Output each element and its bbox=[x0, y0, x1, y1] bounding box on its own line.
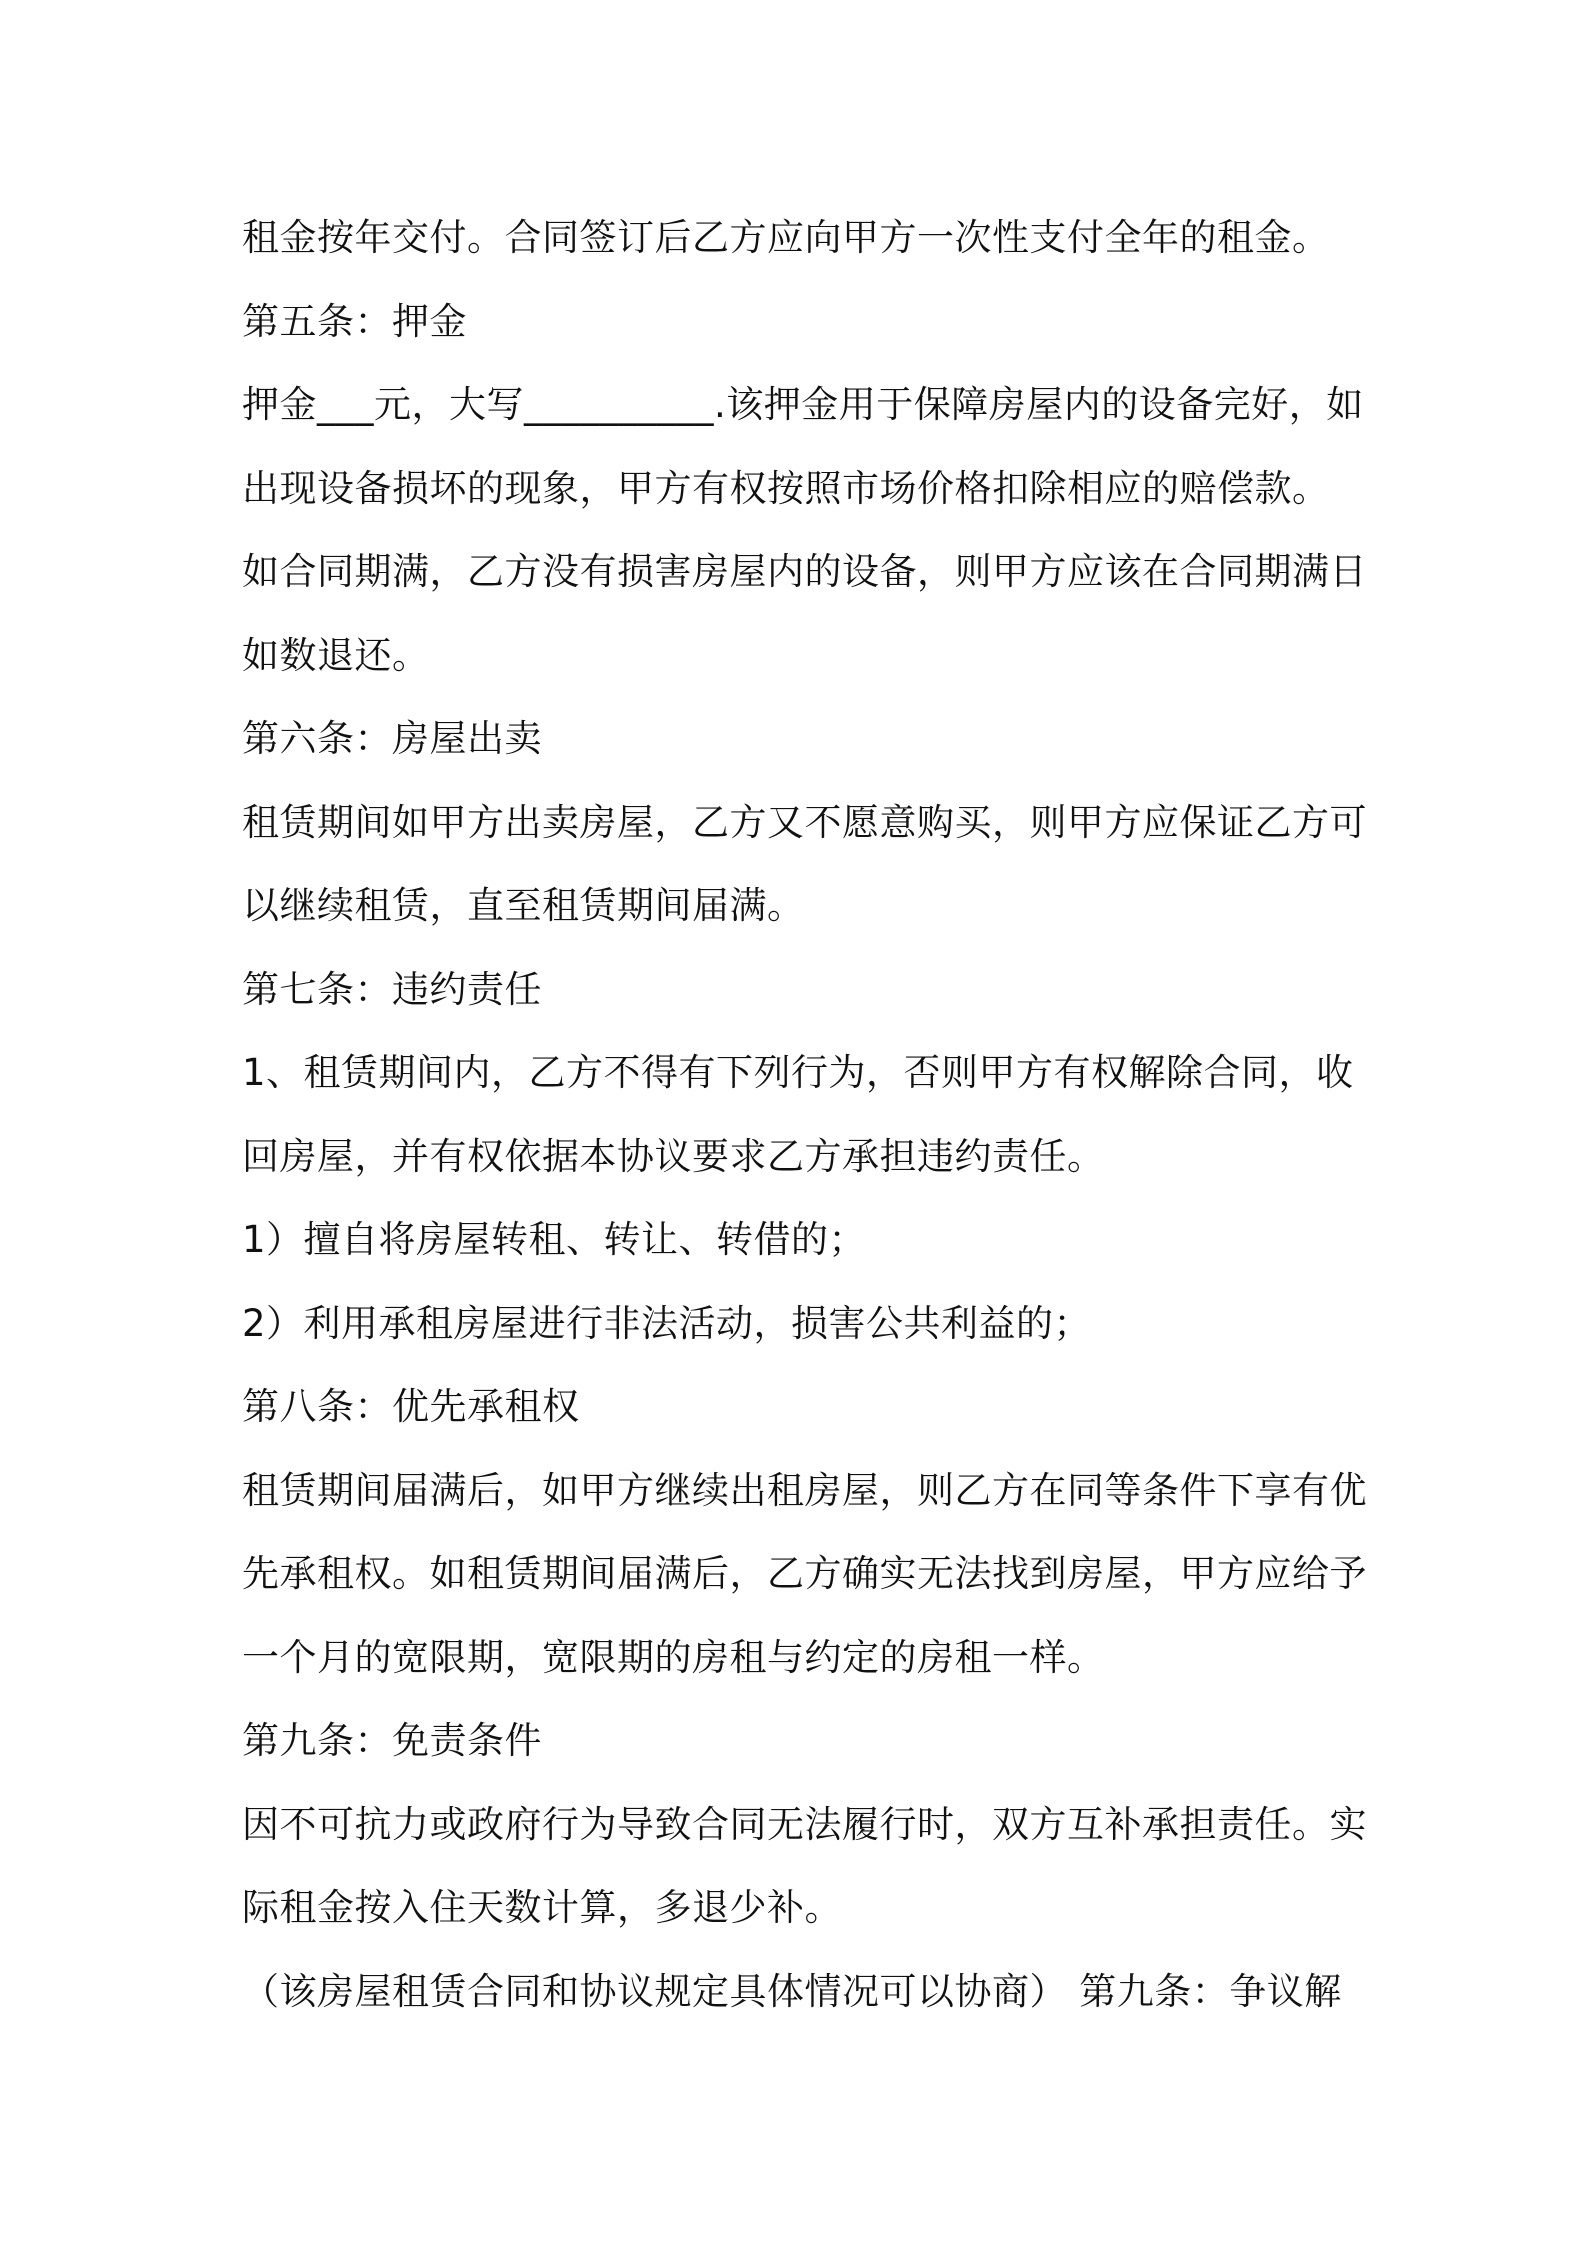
text-line: 回房屋，并有权依据本协议要求乙方承担违约责任。 bbox=[242, 1134, 1105, 1178]
section-heading: 第六条：房屋出卖 bbox=[242, 717, 542, 760]
text-line: 租金按年交付。合同签订后乙方应向甲方一次性支付全年的租金。 bbox=[242, 216, 1330, 259]
section-heading: 第八条：优先承租权 bbox=[242, 1385, 580, 1428]
section-heading: 第五条：押金 bbox=[242, 299, 467, 343]
text-line: 如数退还。 bbox=[242, 633, 430, 677]
list-item: 2）利用承租房屋进行非法活动，损害公共利益的； bbox=[242, 1301, 1092, 1345]
document-body bbox=[242, 196, 1366, 2033]
list-item: 1）擅自将房屋转租、转让、转借的； bbox=[242, 1218, 867, 1261]
text-line: 如合同期满，乙方没有损害房屋内的设备，则甲方应该在合同期满日 bbox=[242, 550, 1367, 593]
text-line: 因不可抗力或政府行为导致合同无法履行时，双方互补承担责任。实 bbox=[242, 1802, 1367, 1846]
text-line: 以继续租赁，直至租赁期间届满。 bbox=[242, 884, 805, 927]
section-heading: 第七条：违约责任 bbox=[242, 967, 542, 1011]
text-line: 先承租权。如租赁期间届满后，乙方确实无法找到房屋，甲方应给予 bbox=[242, 1552, 1367, 1595]
section-heading: 第九条：免责条件 bbox=[242, 1719, 542, 1762]
text-line: 1、租赁期间内，乙方不得有下列行为，否则甲方有权解除合同，收 bbox=[242, 1051, 1354, 1094]
text-line: 出现设备损坏的现象，甲方有权按照市场价格扣除相应的赔偿款。 bbox=[242, 466, 1330, 510]
text-line: 一个月的宽限期，宽限期的房租与约定的房租一样。 bbox=[242, 1635, 1105, 1679]
text-line: 租赁期间如甲方出卖房屋，乙方又不愿意购买，则甲方应保证乙方可 bbox=[242, 800, 1367, 844]
text-line: 押金___元，大写__________.该押金用于保障房屋内的设备完好，如 bbox=[242, 383, 1364, 426]
text-line: 际租金按入住天数计算，多退少补。 bbox=[242, 1886, 842, 1929]
text-line: 租赁期间届满后，如甲方继续出租房屋，则乙方在同等条件下享有优 bbox=[242, 1468, 1367, 1512]
text-line: （该房屋租赁合同和协议规定具体情况可以协商） 第九条：争议解 bbox=[242, 1969, 1342, 2013]
